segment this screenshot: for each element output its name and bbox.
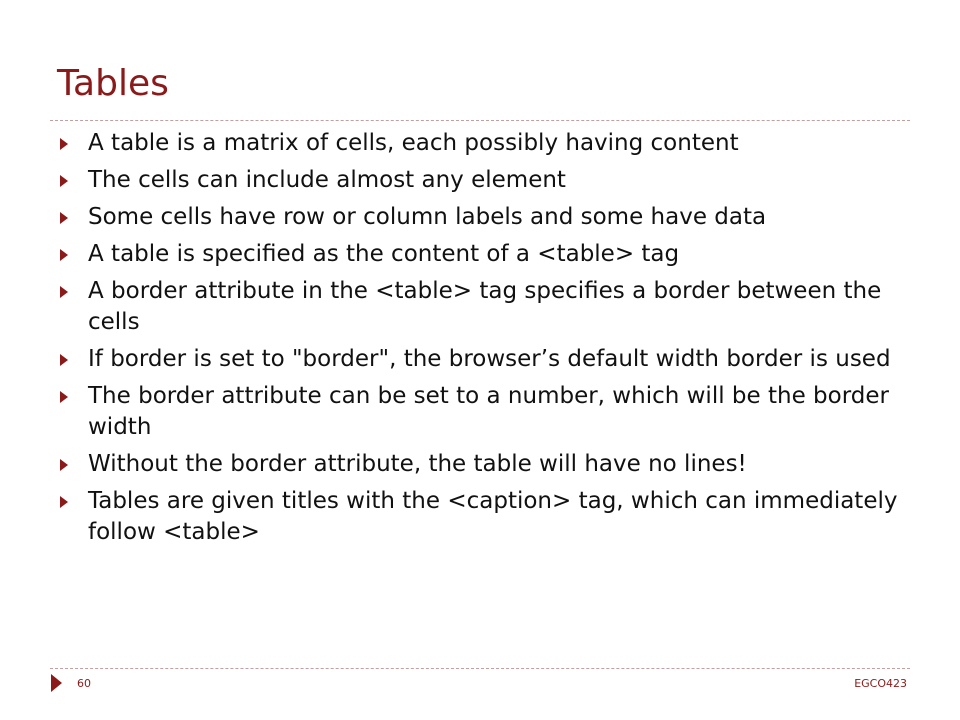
bullet-item <box>58 128 918 159</box>
bullet-arrow-icon <box>60 354 68 366</box>
title-divider <box>50 120 910 121</box>
bullet-text: The cells can include almost any element <box>88 167 566 193</box>
course-code: EGCO423 <box>854 677 907 690</box>
bullet-item <box>58 202 918 233</box>
bullet-item <box>58 276 918 338</box>
slide-title: Tables <box>57 63 169 104</box>
bullet-text: Tables are given titles with the <caption> tag, which can immediately follow <table> <box>88 488 898 545</box>
bullet-arrow-icon <box>60 496 68 508</box>
bullet-arrow-icon <box>60 138 68 150</box>
footer-arrow-icon <box>51 674 62 692</box>
bullet-item <box>58 165 918 196</box>
bullet-text: The border attribute can be set to a number, which will be the border width <box>88 383 889 440</box>
bullet-item <box>58 344 918 375</box>
bullet-arrow-icon <box>60 175 68 187</box>
bullet-text: A table is specified as the content of a <table> tag <box>88 241 680 267</box>
bullet-item <box>58 381 918 443</box>
bullet-text: If border is set to "border", the browser’s default width border is used <box>88 346 891 372</box>
bullet-item <box>58 449 918 480</box>
bullet-item <box>58 486 918 548</box>
bullet-arrow-icon <box>60 459 68 471</box>
bullet-item <box>58 239 918 270</box>
bullet-text: A border attribute in the <table> tag specifies a border between the cells <box>88 278 882 335</box>
bullet-arrow-icon <box>60 286 68 298</box>
bullet-text: Without the border attribute, the table will have no lines! <box>88 451 747 477</box>
bullet-text: Some cells have row or column labels and some have data <box>88 204 767 230</box>
footer-divider <box>50 668 910 669</box>
page-number: 60 <box>77 677 91 690</box>
bullet-arrow-icon <box>60 391 68 403</box>
bullet-list <box>58 128 918 554</box>
bullet-text: A table is a matrix of cells, each possibly having content <box>88 130 739 156</box>
bullet-arrow-icon <box>60 212 68 224</box>
bullet-arrow-icon <box>60 249 68 261</box>
